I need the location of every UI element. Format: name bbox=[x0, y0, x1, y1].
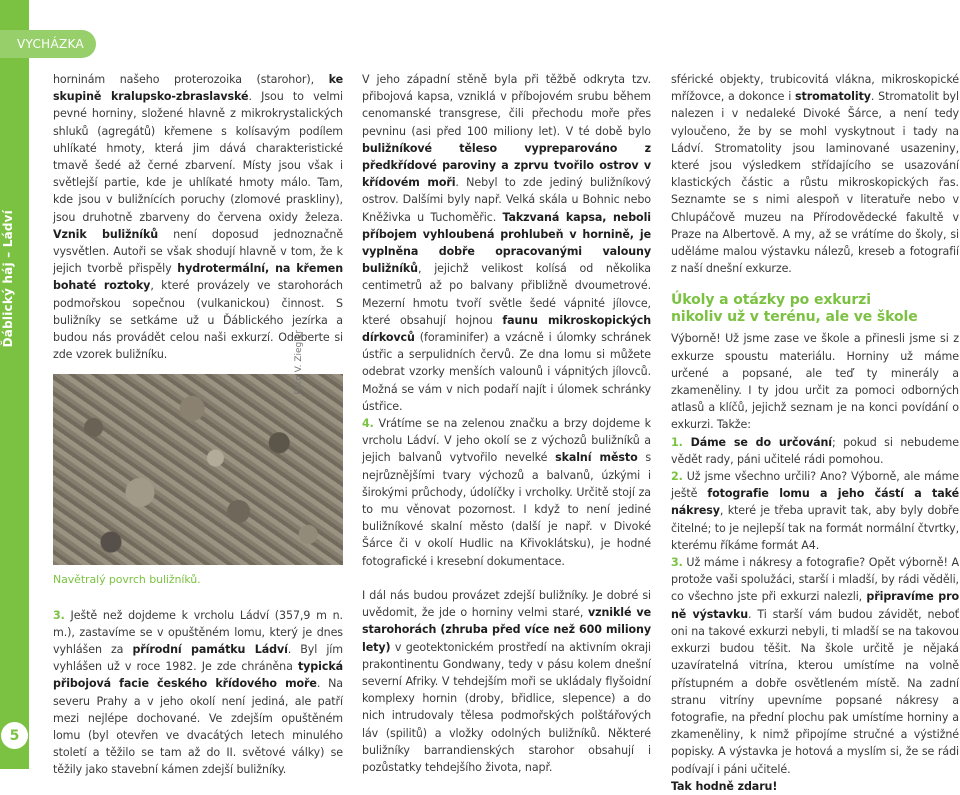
bold-text: hydrotermální, na křemen bohaté roztoky bbox=[53, 262, 343, 293]
page-number: 5 bbox=[1, 722, 28, 749]
text: . Stromatolit byl nalezen i v nedaleké Divoké Šárce, a není tedy vyloučeno, že by se mohl vyskytnout i tady na Ládví. Stromatolity jsou laminované usazeniny, které jsou výsledkem střídajícího se usazování klastických částic a růstu mikroskopických řas. Seznamte se s nimi alespoň v literatuře nebo v Chlupáčově muzeu na Přírodovědecké fakultě v Praze na Albertově. A my, až se vrátíme do školy, si uděláme malou výstavku nálezů, kreseb a fotografií z naší dnešní exkurze. bbox=[671, 90, 960, 276]
column-2 bbox=[362, 71, 651, 776]
text: . Ti starší vám budou závidět, neboť oni na takové exkurzi nebyli, ti mladší se na takovou exkurzi budou těšit. Na škole určitě je nějaká uzavíratelná vitrína, kterou umístíme na volně přístupném a dobře osvětleném místě. Na zadní stranu vitríny upevníme popsané nákresy a fotografie, na přední plochu pak umístíme horniny a zkameněliny, k nimž připojíme stručné a výstižné popisky. A výstavka je hotová a myslím si, že se rádi podívají i páni učitelé. bbox=[671, 607, 960, 776]
section-heading bbox=[671, 292, 959, 326]
text: . Jsou to velmi pevné horniny, složené hlavně z mikrokrystalických shluků (agregátů) křemene s kolísavým podílem uhlíkaté hmoty, která jim dává charakteristické tmavě šedé až černé zbarvení. Místy jsou však i světlejší partie, kde je uhlíkaté hmoty málo. Tam, kde jsou v buližnících poruchy (zlomové praskliny), jsou druhotně zbarveny do červena oxidy železa. bbox=[53, 90, 343, 224]
bold-text: vzniklé ve starohorách (zhruba před více než 600 miliony lety) bbox=[362, 606, 651, 654]
step-number: 4. bbox=[362, 417, 374, 431]
paragraph bbox=[53, 71, 343, 363]
heading-line: Úkoly a otázky po exkurzi bbox=[671, 292, 871, 309]
column-3 bbox=[671, 71, 959, 795]
text: sférické objekty, trubicovitá vlákna, mikroskopické mřížovce, a dokonce i bbox=[671, 73, 959, 104]
paragraph bbox=[671, 778, 959, 795]
text: Už jsme všechno určili? Ano? Výborně, ale máme ještě bbox=[671, 470, 959, 501]
paragraph bbox=[671, 71, 959, 277]
text: . Byl jím vyhlášen už v roce 1982. Je zde chráněna bbox=[53, 643, 343, 674]
bold-text: Vznik buližníků bbox=[53, 227, 159, 241]
step-number: 3. bbox=[53, 608, 65, 622]
paragraph bbox=[362, 415, 651, 570]
column-1 bbox=[53, 71, 343, 779]
bold-text: ke skupině kralupsko-zbraslavské bbox=[53, 73, 343, 104]
step-number: 2. bbox=[671, 470, 683, 484]
text: Vrátíme se na zelenou značku a brzy dojdeme k vrcholu Ládví. V jeho okolí se z výchozů buližníků a jejich balvanů vytvořilo nevelké bbox=[362, 417, 651, 465]
text: horninám našeho proterozoika (starohor), bbox=[53, 73, 329, 86]
paragraph bbox=[362, 587, 651, 776]
text: V jeho západní stěně byla při těžbě odkryta tzv. přibojová kapsa, vzniklá v příbojovém srubu během cenomanské transgrese, čili přechodu moře přes pevninu (asi před 100 miliony let). V té době bylo bbox=[362, 73, 651, 138]
text: , které je třeba upravit tak, aby byly dobře čitelné; to je nejlepší tak na formát normální čtvrtky, kterému říkáme formát A4. bbox=[671, 504, 959, 552]
text: I dál nás budou provázet zdejší buližníky. Je dobré si uvědomit, že jde o horniny velmi staré, bbox=[362, 588, 651, 620]
bold-text: Takzvaná kapsa, neboli příbojem vyhloubená prohlubeň v hornině, je vyplněna dobře opracovanými valouny buližníků bbox=[362, 210, 651, 276]
paragraph bbox=[53, 607, 343, 779]
text: není doposud jednoznačně vysvětlen. Autoři se však shodují hlavně v tom, že k jejich tvorbě přispěly bbox=[53, 227, 343, 276]
closing-line: Tak hodně zdaru! bbox=[671, 779, 778, 793]
text: . Na severu Prahy a v jeho okolí není jediná, ale patří mezi nejlépe dochované. Ve zdejším opuštěném lomu (byl otevřen ve dvacátých letech minulého století a těžilo se tam až do II. světové války) se těžily jako stavební kámen zdejší buližníky. bbox=[53, 677, 344, 777]
photo-credit: Foto V. Ziegler bbox=[294, 330, 304, 395]
bold-text: Dáme se do určování bbox=[682, 435, 833, 449]
text: , které provázely ve starohorách podmořskou sopečnou (vulkanickou) činnost. S buližníky se setkáme už u Ďáblického jezírka a budou nás provádět celou naši exkurzí. Odeberte si zde vzorek buližníku. bbox=[53, 279, 343, 362]
text: , jejichž velikost kolísá od několika centimetrů až po balvany přibližně dvoumetrové. Mezerní hmotu tvoří světle šedé vápnité jílovce, které obsahují hojnou bbox=[362, 262, 651, 327]
paragraph bbox=[671, 330, 959, 433]
text: Výborně! Už jsme zase ve škole a přinesli jsme si z exkurze spoustu materiálu. Horniny už máme určené a popsané, ale teď ty minerály a zkameněliny. I ty jdou určit za pomoci odborných atlasů a klíčů, jejichž seznam je na konci povídání o exkurzi. Takže: bbox=[671, 332, 959, 432]
text: Už máme i nákresy a fotografie? Opět výborně! A protože vaši spolužáci, starší i mladší, by rádi věděli, co všechno jste při exkurzi nalezli, bbox=[671, 556, 959, 604]
paragraph bbox=[671, 434, 959, 468]
step-number: 1. bbox=[671, 435, 683, 449]
paragraph bbox=[671, 468, 959, 554]
text: ; pokud si nebudeme vědět rady, páni učitelé rádi pomohou. bbox=[671, 435, 959, 466]
bold-text: připravíme pro ně výstavku bbox=[671, 590, 959, 621]
text: . Nebyl to zde jediný buližníkový ostrov. Dalšími byly např. Velká skála u Bohnic nebo Kněživka u Tuchoměřic. bbox=[362, 176, 652, 224]
bold-text: faunu mikroskopických dírkovců bbox=[362, 313, 651, 345]
bold-text: přírodní památku Ládví bbox=[132, 643, 288, 657]
text: (foraminifer) a vzácně i úlomky schránek ústřic a serpulidních červů. Ze dna lomu si můžete odebrat vzorky menších valounů i vápnitých jílovců. Možná se vám v nich podaří najít i úlomek schránky ústřice. bbox=[362, 331, 651, 413]
photo-caption: Navětralý povrch buližníků. bbox=[53, 573, 201, 587]
bold-text: skalní město bbox=[555, 451, 638, 465]
text: s nejrůznějšími tvary výchozů a balvanů, úzkými i širokými průchody, údolíčky i vrcholky. Určitě stojí za to mu věnovat pozornost. I když to není jediné buližníkové skalní město (další je např. v Divoké Šárce či v okolí Hudlic na Křivoklátsku), je hodné fotografické i kresební dokumentace. bbox=[362, 451, 652, 568]
text: Ještě než dojdeme k vrcholu Ládví (357,9 m n. m.), zastavíme se v opuštěném lomu, který je dnes vyhlášen za bbox=[53, 608, 343, 657]
paragraph bbox=[362, 71, 651, 415]
bold-text: buližníkové těleso vypreparováno z předkřídové paroviny a zprvu tvořilo ostrov v křídovém moři bbox=[362, 141, 651, 190]
text: v geotektonickém prostředí na aktivním okraji prakontinentu Gondwany, tedy v pásu kolem dnešní severní Afriky. V tehdejším moři se ukládaly flyšoidní komplexy hornin (droby, břidlice, slepence) a do nich intrudovaly tělesa podmořských polštářových láv (spilitů) a vložky odolných buližníků. Některé buližníky barrandienských starohor obsahují i pozůstatky tehdejšího života, např. bbox=[362, 640, 651, 774]
bold-text: typická přibojová facie českého křídového moře bbox=[53, 660, 343, 691]
side-title: Ďáblický háj – Ládví bbox=[1, 210, 15, 348]
bold-text: fotografie lomu a jeho částí a také nákresy bbox=[671, 487, 959, 518]
section-tab: VYCHÁZKA bbox=[0, 30, 96, 58]
step-number: 3. bbox=[671, 556, 683, 570]
heading-line: nikoliv už v terénu, ale ve škole bbox=[671, 309, 918, 326]
rock-photo bbox=[53, 374, 343, 565]
bold-text: stromatolity bbox=[795, 90, 871, 104]
paragraph bbox=[671, 554, 959, 778]
green-sidebar bbox=[0, 0, 29, 769]
spacer bbox=[362, 570, 651, 587]
